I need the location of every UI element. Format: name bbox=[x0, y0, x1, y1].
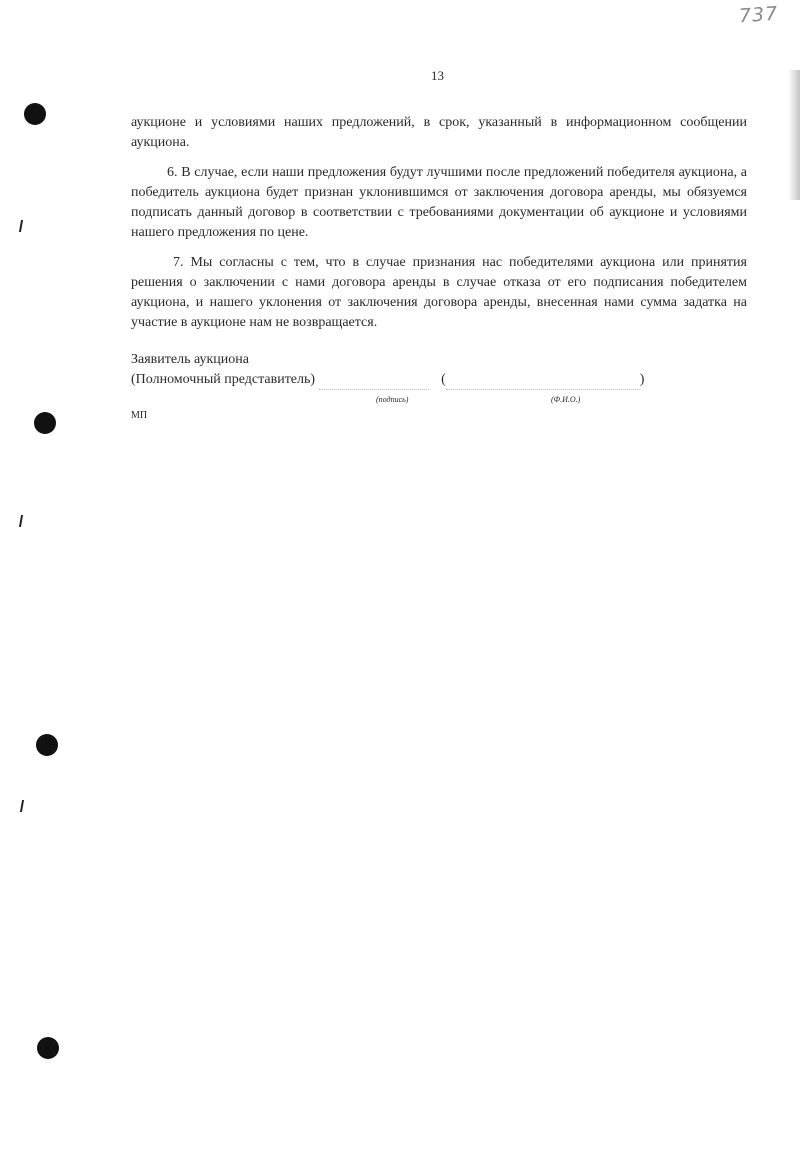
binding-mark bbox=[20, 800, 24, 812]
page-edge-shadow bbox=[788, 70, 800, 200]
binding-mark bbox=[19, 515, 23, 527]
signature-blank bbox=[319, 375, 429, 390]
punch-hole bbox=[34, 412, 56, 434]
punch-hole bbox=[37, 1037, 59, 1059]
signature-caption: (подпись) bbox=[376, 395, 409, 404]
paragraph-7: 7. Мы согласны с тем, что в случае признания нас победителями аукциона или принятия решения о заключении с нами договора аренды в случае отказа от его подписания победителем аукциона, и нашего уклонения от заключения договора аренды, внесенная нами сумма задатка на участие в аукционе нам не возвращается. bbox=[131, 255, 747, 330]
close-paren: ) bbox=[639, 372, 645, 387]
signature-block bbox=[131, 350, 691, 426]
binding-mark bbox=[19, 220, 23, 232]
captions-row bbox=[131, 390, 691, 404]
representative-label: (Полномочный представитель) bbox=[131, 372, 316, 387]
handwritten-sheet-number: 737 bbox=[738, 2, 779, 28]
paragraph-6: 6. В случае, если наши предложения будут лучшими после предложений победителя аукциона, а победитель аукциона будет признан уклонившимся от заключения договора аренды, мы обязуемся подписать данный договор в соответствии с требованиями документации об аукционе и условиями нашего предложения по цене. bbox=[131, 165, 747, 240]
open-paren: ( bbox=[441, 372, 446, 387]
page-number: 13 bbox=[431, 68, 444, 83]
applicant-label: Заявитель аукциона bbox=[131, 352, 249, 367]
fio-blank bbox=[446, 375, 640, 390]
punch-hole bbox=[24, 103, 46, 125]
stamp-label: МП bbox=[131, 410, 148, 421]
punch-hole bbox=[36, 734, 58, 756]
signature-line bbox=[131, 370, 691, 390]
document-body bbox=[131, 113, 747, 343]
paragraph-continuation: аукционе и условиями наших предложений, в срок, указанный в информационном сообщении аукциона. bbox=[131, 115, 747, 150]
fio-caption: (Ф.И.О.) bbox=[551, 395, 581, 404]
